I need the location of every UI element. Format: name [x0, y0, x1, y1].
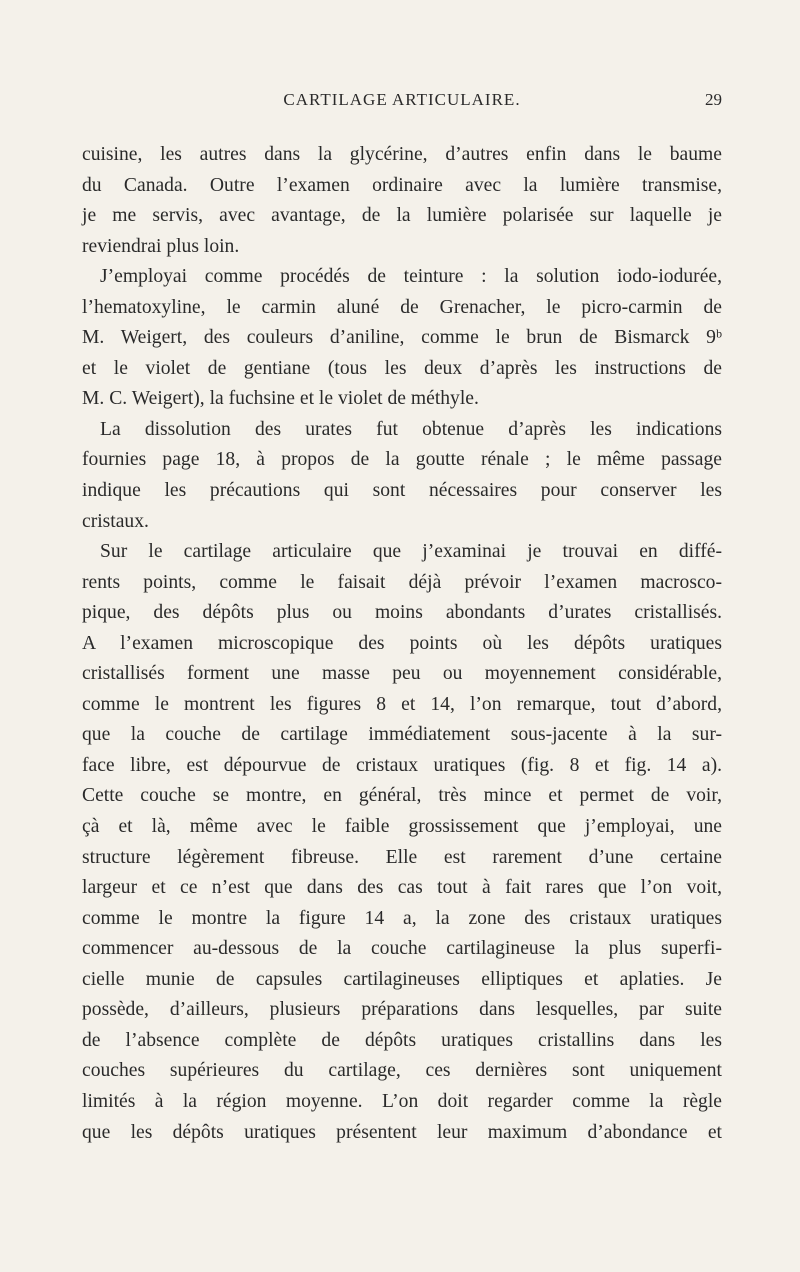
text-line: cuisine, les autres dans la glycérine, d’autres enfin dans le baume	[82, 144, 722, 165]
text-line: face libre, est dépourvue de cristaux uratiques (fig. 8 et fig. 14 a).	[82, 754, 722, 776]
text-line: comme le montre la figure 14 a, la zone des cristaux uratiques	[82, 907, 722, 929]
text-line: je me servis, avec avantage, de la lumière polarisée sur laquelle je	[82, 205, 722, 227]
text-line: çà et là, même avec le faible grossissement que j’employai, une	[82, 816, 722, 838]
text-line: rents points, comme le faisait déjà prévoir l’examen macrosco-	[82, 571, 722, 593]
text-line: que la couche de cartilage immédiatement sous-jacente à la sur-	[82, 724, 722, 746]
text-line: couches supérieures du cartilage, ces dernières sont uniquement	[82, 1060, 722, 1082]
text-line: et le violet de gentiane (tous les deux d’après les instructions de	[82, 357, 722, 379]
text-line: A l’examen microscopique des points où les dépôts uratiques	[82, 632, 722, 654]
text-line: Cette couche se montre, en général, très mince et permet de voir,	[82, 785, 722, 807]
running-title: CARTILAGE ARTICULAIRE.	[283, 90, 521, 109]
text-line: pique, des dépôts plus ou moins abondants d’urates cristallisés.	[82, 602, 722, 624]
text-line: M. C. Weigert), la fuchsine et le violet de méthyle.	[82, 388, 479, 410]
text-line: M. Weigert, des couleurs d’aniline, comme le brun de Bismarck 9ᵇ	[82, 327, 722, 349]
text-line: Sur le cartilage articulaire que j’examinai je trouvai en diffé-	[100, 541, 722, 563]
text-line: structure légèrement fibreuse. Elle est rarement d’une certaine	[82, 846, 722, 868]
text-line: commencer au-dessous de la couche cartilagineuse la plus superfi-	[82, 938, 722, 960]
text-line: comme le montrent les figures 8 et 14, l’on remarque, tout d’abord,	[82, 693, 722, 715]
text-line: limités à la région moyenne. L’on doit regarder comme la règle	[82, 1090, 722, 1112]
text-line: cielle munie de capsules cartilagineuses elliptiques et aplaties. Je	[82, 968, 722, 990]
text-line: que les dépôts uratiques présentent leur maximum d’abondance et	[82, 1121, 722, 1143]
text-line: indique les précautions qui sont nécessaires pour conserver les	[82, 480, 722, 502]
text-line: de l’absence complète de dépôts uratiques cristallins dans les	[82, 1029, 722, 1051]
running-head	[82, 90, 722, 116]
text-line: La dissolution des urates fut obtenue d’après les indications	[100, 418, 722, 440]
text-line: fournies page 18, à propos de la goutte rénale ; le même passage	[82, 449, 722, 471]
text-line: largeur et ce n’est que dans des cas tout à fait rares que l’on voit,	[82, 877, 722, 899]
text-line: l’hematoxyline, le carmin aluné de Grenacher, le picro-carmin de	[82, 296, 722, 318]
text-line: du Canada. Outre l’examen ordinaire avec la lumière transmise,	[82, 174, 722, 196]
text-line: J’employai comme procédés de teinture : la solution iodo-iodurée,	[100, 266, 722, 288]
text-line: cristallisés forment une masse peu ou moyennement considérable,	[82, 663, 722, 685]
text-line: possède, d’ailleurs, plusieurs préparations dans lesquelles, par suite	[82, 999, 722, 1021]
body-text	[82, 140, 722, 1148]
page-number: 29	[705, 90, 722, 109]
text-line: cristaux.	[82, 510, 149, 532]
text-line: reviendrai plus loin.	[82, 235, 240, 257]
